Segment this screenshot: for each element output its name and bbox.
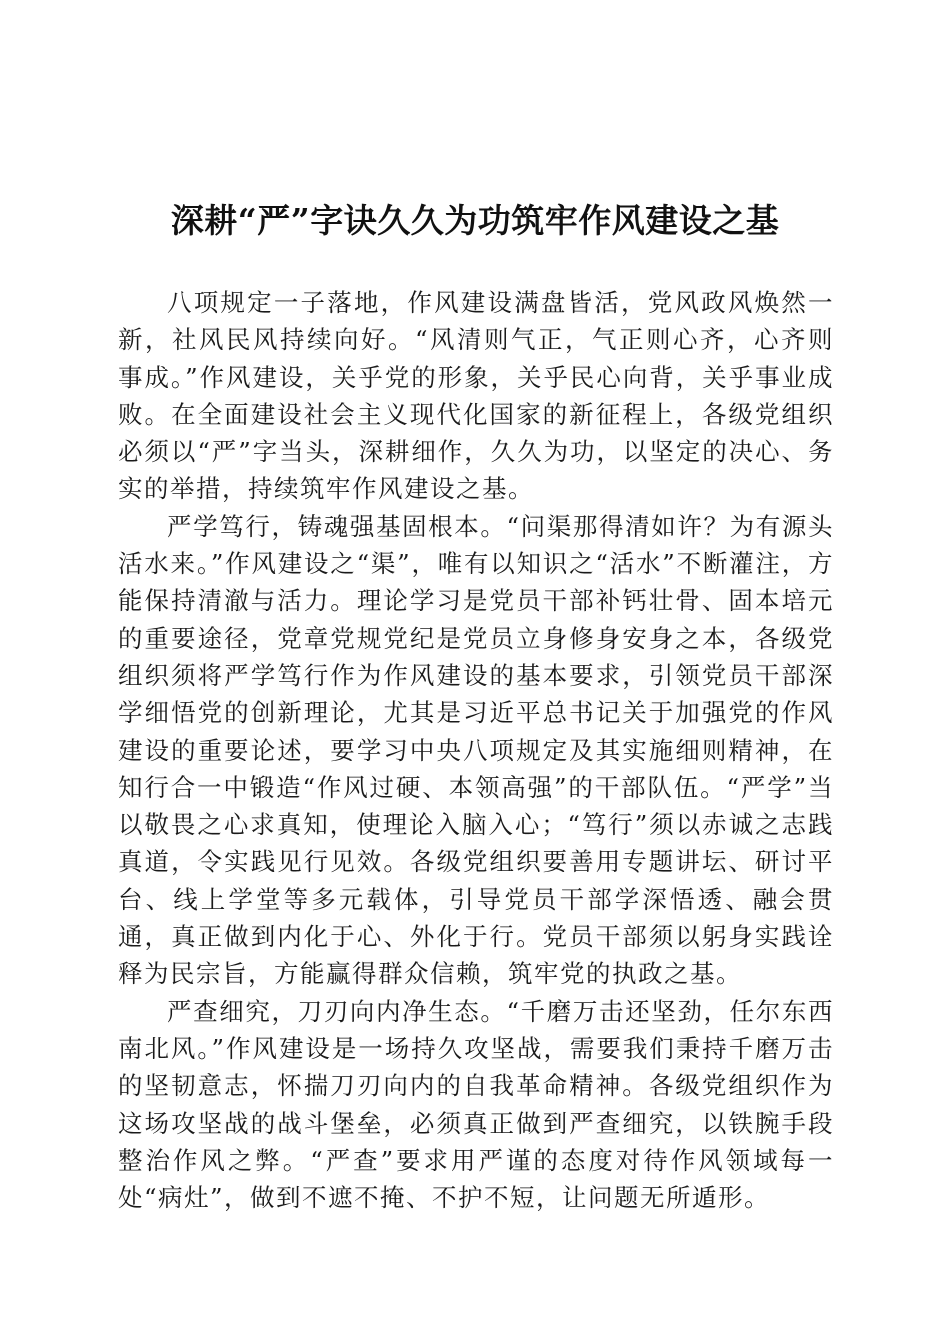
document-body bbox=[118, 284, 834, 1216]
document-title: 深耕“严”字诀久久为功筑牢作风建设之基 bbox=[170, 201, 780, 240]
paragraph-inspection: 严查细究，刀刃向内净生态。“千磨万击还坚劲，任尔东西南北风。”作风建设是一场持久攻坚战，需要我们秉持千磨万击的坚韧意志，怀揣刀刃向内的自我革命精神。各级党组织作为这场攻坚战的战斗堡垒，必须真正做到严查细究，以铁腕手段整治作风之弊。“严查”要求用严谨的态度对待作风领域每一处“病灶”，做到不遮不掩、不护不短，让问题无所遁形。 bbox=[118, 996, 834, 1213]
paragraph-study: 严学笃行，铸魂强基固根本。“问渠那得清如许？为有源头活水来。”作风建设之“渠”，唯有以知识之“活水”不断灌注，方能保持清澈与活力。理论学习是党员干部补钙壮骨、固本培元的重要途径，党章党规党纪是党员立身修身安身之本，各级党组织须将严学笃行作为作风建设的基本要求，引领党员干部深学细悟党的创新理论，尤其是习近平总书记关于加强党的作风建设的重要论述，要学习中央八项规定及其实施细则精神，在知行合一中锻造“作风过硬、本领高强”的干部队伍。“严学”当以敬畏之心求真知，使理论入脑入心；“笃行”须以赤诚之志践真道，令实践见行见效。各级党组织要善用专题讲坛、研讨平台、线上学堂等多元载体，引导党员干部学深悟透、融会贯通，真正做到内化于心、外化于行。党员干部须以躬身实践诠释为民宗旨，方能赢得群众信赖，筑牢党的执政之基。 bbox=[118, 511, 834, 989]
paragraph-intro: 八项规定一子落地，作风建设满盘皆活，党风政风焕然一新，社风民风持续向好。“风清则气正，气正则心齐，心齐则事成。”作风建设，关乎党的形象，关乎民心向背，关乎事业成败。在全面建设社会主义现代化国家的新征程上，各级党组织必须以“严”字当头，深耕细作，久久为功，以坚定的决心、务实的举措，持续筑牢作风建设之基。 bbox=[118, 288, 834, 504]
